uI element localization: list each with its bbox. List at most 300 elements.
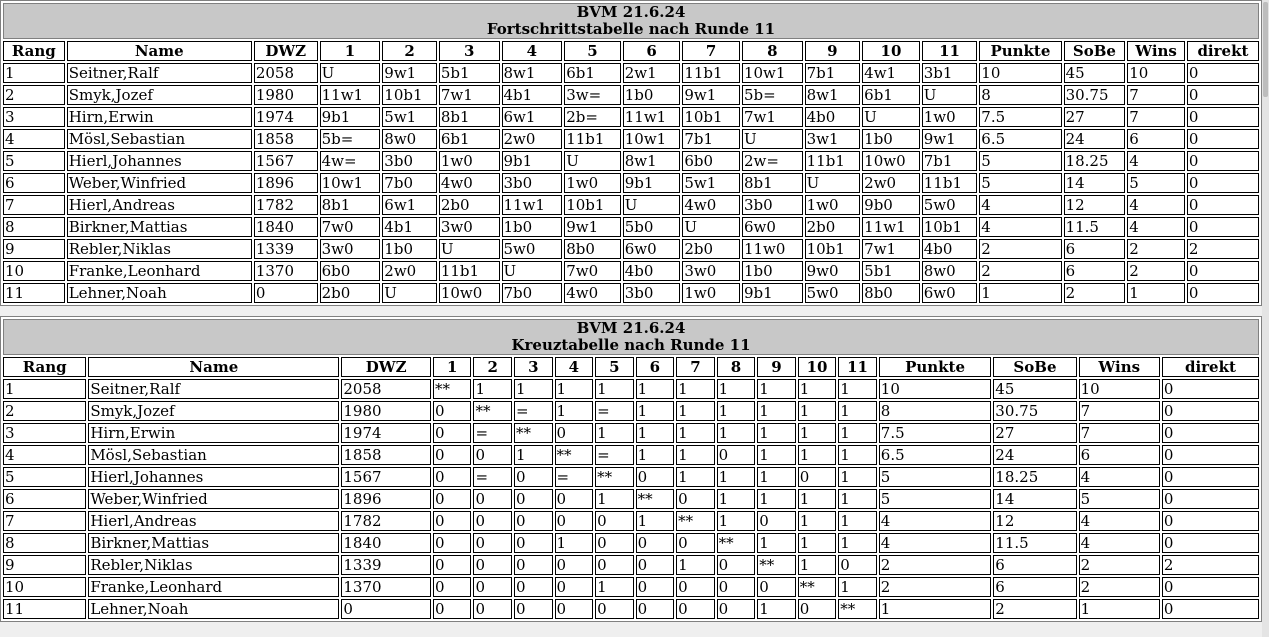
cell-round-7: U <box>682 217 740 237</box>
cross-header-round-4: 4 <box>555 357 594 377</box>
cell-round-5: 1 <box>595 577 634 597</box>
cell-sobe: 30.75 <box>993 401 1076 421</box>
cell-sobe: 14 <box>993 489 1076 509</box>
cell-direkt: 0 <box>1162 423 1259 443</box>
progress-header-round-3: 3 <box>439 41 500 61</box>
cell-round-3: 4w0 <box>439 173 500 193</box>
cell-sobe: 2 <box>993 599 1076 619</box>
cell-sobe: 11.5 <box>1064 217 1126 237</box>
table-row <box>3 511 1259 531</box>
cell-round-6: 5b0 <box>623 217 681 237</box>
table-row <box>3 533 1259 553</box>
cell-punkte: 2 <box>979 239 1061 259</box>
cross-header-round-7: 7 <box>676 357 715 377</box>
cell-round-7: 1 <box>676 555 715 575</box>
cell-round-4: 11w1 <box>502 195 563 215</box>
cell-round-9: U <box>805 173 861 193</box>
cell-round-10: 5b1 <box>862 261 920 281</box>
cell-round-6: ** <box>636 489 675 509</box>
cell-round-1: 0 <box>433 445 472 465</box>
cell-round-1: U <box>320 63 381 83</box>
table-row <box>3 85 1259 105</box>
cell-round-4: 0 <box>555 599 594 619</box>
cell-punkte: 4 <box>979 217 1061 237</box>
cell-round-7: 0 <box>676 489 715 509</box>
cell-round-1: 8b1 <box>320 195 381 215</box>
cell-rang: 1 <box>3 379 86 399</box>
cell-round-7: 5w1 <box>682 173 740 193</box>
cell-sobe: 12 <box>1064 195 1126 215</box>
cell-round-6: 4b0 <box>623 261 681 281</box>
progress-header-row <box>3 41 1259 61</box>
cross-title-line2: Kreuztabelle nach Runde 11 <box>511 336 751 354</box>
cell-round-1: ** <box>433 379 472 399</box>
cell-punkte: 8 <box>879 401 992 421</box>
progress-header-round-8: 8 <box>742 41 803 61</box>
cell-dwz: 1840 <box>341 533 431 553</box>
cell-round-6: 0 <box>636 555 675 575</box>
cell-round-5: 1w0 <box>564 173 621 193</box>
cross-title <box>3 319 1259 355</box>
cell-round-11: 1 <box>838 379 877 399</box>
cell-wins: 2 <box>1079 555 1160 575</box>
cell-round-9: 1 <box>757 445 796 465</box>
cell-round-9: 10b1 <box>805 239 861 259</box>
cross-header-name: Name <box>88 357 339 377</box>
cell-round-8: 0 <box>717 445 756 465</box>
cell-punkte: 5 <box>879 467 992 487</box>
cell-round-6: 3b0 <box>623 283 681 303</box>
cell-direkt: 0 <box>1187 107 1259 127</box>
cell-round-6: 1 <box>636 423 675 443</box>
cell-round-10: 1 <box>798 533 837 553</box>
cell-sobe: 2 <box>1064 283 1126 303</box>
cell-round-4: 1 <box>555 533 594 553</box>
cell-rang: 10 <box>3 577 86 597</box>
cell-name: Smyk,Jozef <box>88 401 339 421</box>
cell-direkt: 0 <box>1187 151 1259 171</box>
cross-header-sobe: SoBe <box>993 357 1076 377</box>
cell-name: Hierl,Andreas <box>88 511 339 531</box>
cell-round-4: 1 <box>555 379 594 399</box>
cross-header-round-3: 3 <box>514 357 553 377</box>
cell-rang: 3 <box>3 423 86 443</box>
cell-rang: 8 <box>3 533 86 553</box>
cell-rang: 6 <box>3 489 86 509</box>
cell-punkte: 1 <box>879 599 992 619</box>
cell-name: Birkner,Mattias <box>67 217 252 237</box>
cell-round-1: 0 <box>433 555 472 575</box>
table-row <box>3 401 1259 421</box>
cell-round-4: 5w0 <box>502 239 563 259</box>
cell-round-7: 0 <box>676 577 715 597</box>
cell-name: Weber,Winfried <box>67 173 252 193</box>
cell-rang: 11 <box>3 599 86 619</box>
cell-round-3: U <box>439 239 500 259</box>
cell-sobe: 18.25 <box>1064 151 1126 171</box>
cell-round-5: 3w= <box>564 85 621 105</box>
cell-sobe: 45 <box>1064 63 1126 83</box>
cell-round-4: 1 <box>555 401 594 421</box>
scrollbar-thumb[interactable] <box>1263 2 1268 97</box>
cell-round-1: 7w0 <box>320 217 381 237</box>
cell-round-1: 11w1 <box>320 85 381 105</box>
cell-sobe: 14 <box>1064 173 1126 193</box>
cell-round-3: 0 <box>514 511 553 531</box>
cell-dwz: 0 <box>341 599 431 619</box>
cell-wins: 1 <box>1079 599 1160 619</box>
cell-round-2: 2w0 <box>382 261 437 281</box>
cell-dwz: 2058 <box>341 379 431 399</box>
cell-punkte: 4 <box>979 195 1061 215</box>
cell-round-1: 10w1 <box>320 173 381 193</box>
cell-round-2: 0 <box>473 599 512 619</box>
cross-header-punkte: Punkte <box>879 357 992 377</box>
cell-rang: 10 <box>3 261 65 281</box>
cross-header-round-5: 5 <box>595 357 634 377</box>
cell-round-7: 1 <box>676 379 715 399</box>
cell-wins: 2 <box>1127 261 1185 281</box>
cell-round-11: 7b1 <box>922 151 978 171</box>
cell-round-4: 0 <box>555 577 594 597</box>
progress-header-round-9: 9 <box>805 41 861 61</box>
cell-round-4: 0 <box>555 423 594 443</box>
cell-round-6: 0 <box>636 599 675 619</box>
cell-name: Mösl,Sebastian <box>67 129 252 149</box>
cell-sobe: 6 <box>1064 261 1126 281</box>
cell-round-3: 0 <box>514 533 553 553</box>
progress-header-rang: Rang <box>3 41 65 61</box>
cell-direkt: 0 <box>1162 599 1259 619</box>
cell-punkte: 2 <box>879 577 992 597</box>
cell-round-10: 1 <box>798 401 837 421</box>
cell-round-9: 9w0 <box>805 261 861 281</box>
progress-header-round-10: 10 <box>862 41 920 61</box>
cell-round-10: 1 <box>798 511 837 531</box>
table-row <box>3 239 1259 259</box>
cell-round-7: 10b1 <box>682 107 740 127</box>
cell-round-2: 1 <box>473 379 512 399</box>
cell-name: Seitner,Ralf <box>88 379 339 399</box>
cell-round-8: U <box>742 129 803 149</box>
table-row <box>3 599 1259 619</box>
cross-header-dwz: DWZ <box>341 357 431 377</box>
cell-round-11: ** <box>838 599 877 619</box>
cell-round-1: 0 <box>433 489 472 509</box>
cell-round-2: 0 <box>473 445 512 465</box>
cell-round-8: 11w0 <box>742 239 803 259</box>
progress-title-line1: BVM 21.6.24 <box>576 3 686 21</box>
cell-round-3: 5b1 <box>439 63 500 83</box>
cell-round-2: 10b1 <box>382 85 437 105</box>
progress-header-round-11: 11 <box>922 41 978 61</box>
cell-sobe: 27 <box>993 423 1076 443</box>
cell-round-3: 7w1 <box>439 85 500 105</box>
cell-round-5: 1 <box>595 379 634 399</box>
cell-wins: 7 <box>1127 107 1185 127</box>
cell-name: Smyk,Jozef <box>67 85 252 105</box>
cell-rang: 3 <box>3 107 65 127</box>
cell-round-10: 7w1 <box>862 239 920 259</box>
table-row <box>3 217 1259 237</box>
cell-round-1: 0 <box>433 467 472 487</box>
cell-direkt: 0 <box>1187 63 1259 83</box>
cell-round-4: 6w1 <box>502 107 563 127</box>
cell-round-7: 1 <box>676 467 715 487</box>
cell-round-1: 4w= <box>320 151 381 171</box>
cross-header-round-9: 9 <box>757 357 796 377</box>
cell-round-3: 10w0 <box>439 283 500 303</box>
cell-punkte: 4 <box>879 511 992 531</box>
cell-round-9: 5w0 <box>805 283 861 303</box>
cross-body <box>3 379 1259 619</box>
cell-sobe: 6 <box>1064 239 1126 259</box>
cell-rang: 8 <box>3 217 65 237</box>
cell-name: Lehner,Noah <box>88 599 339 619</box>
cell-sobe: 18.25 <box>993 467 1076 487</box>
cell-punkte: 7.5 <box>879 423 992 443</box>
cross-header-round-2: 2 <box>473 357 512 377</box>
cell-round-3: 0 <box>514 599 553 619</box>
cell-round-8: 3b0 <box>742 195 803 215</box>
cell-round-5: 0 <box>595 511 634 531</box>
cell-round-7: 7b1 <box>682 129 740 149</box>
cell-direkt: 0 <box>1162 445 1259 465</box>
cell-round-4: 2w0 <box>502 129 563 149</box>
cell-round-8: 1 <box>717 489 756 509</box>
cell-round-5: 0 <box>595 555 634 575</box>
cell-round-9: 1w0 <box>805 195 861 215</box>
cell-sobe: 11.5 <box>993 533 1076 553</box>
cell-round-10: ** <box>798 577 837 597</box>
cell-round-11: 1 <box>838 423 877 443</box>
cell-round-9: 1 <box>757 467 796 487</box>
cell-round-6: 0 <box>636 467 675 487</box>
vertical-scrollbar[interactable] <box>1262 0 1269 637</box>
cell-name: Hierl,Johannes <box>88 467 339 487</box>
cross-header-wins: Wins <box>1079 357 1160 377</box>
cell-direkt: 2 <box>1162 555 1259 575</box>
cell-direkt: 0 <box>1162 533 1259 553</box>
cell-round-5: 8b0 <box>564 239 621 259</box>
cell-round-7: 0 <box>676 599 715 619</box>
cell-rang: 6 <box>3 173 65 193</box>
cell-round-2: 6w1 <box>382 195 437 215</box>
cell-punkte: 5 <box>879 489 992 509</box>
cell-round-8: 10w1 <box>742 63 803 83</box>
cell-round-10: U <box>862 107 920 127</box>
cell-round-4: 7b0 <box>502 283 563 303</box>
cell-round-11: 1 <box>838 511 877 531</box>
cell-dwz: 1567 <box>341 467 431 487</box>
cell-round-2: U <box>382 283 437 303</box>
cell-direkt: 0 <box>1187 283 1259 303</box>
cell-dwz: 1567 <box>254 151 318 171</box>
cell-dwz: 1980 <box>254 85 318 105</box>
cross-header-round-1: 1 <box>433 357 472 377</box>
cell-name: Mösl,Sebastian <box>88 445 339 465</box>
table-row <box>3 63 1259 83</box>
cell-round-1: 9b1 <box>320 107 381 127</box>
cell-round-8: 1 <box>717 423 756 443</box>
cell-round-5: 0 <box>595 533 634 553</box>
cell-dwz: 0 <box>254 283 318 303</box>
cell-round-8: 1 <box>717 511 756 531</box>
cell-rang: 9 <box>3 555 86 575</box>
cell-round-2: 4b1 <box>382 217 437 237</box>
cell-round-3: 1w0 <box>439 151 500 171</box>
cell-wins: 4 <box>1127 195 1185 215</box>
cell-round-9: 1 <box>757 401 796 421</box>
cross-table <box>0 316 1262 622</box>
cross-title-line1: BVM 21.6.24 <box>576 319 686 337</box>
cell-round-6: 8w1 <box>623 151 681 171</box>
cell-round-7: 11b1 <box>682 63 740 83</box>
cell-round-10: 10w0 <box>862 151 920 171</box>
cell-rang: 7 <box>3 195 65 215</box>
cell-dwz: 1782 <box>341 511 431 531</box>
cell-round-11: 0 <box>838 555 877 575</box>
cell-round-3: 8b1 <box>439 107 500 127</box>
cell-name: Seitner,Ralf <box>67 63 252 83</box>
cross-header-rang: Rang <box>3 357 86 377</box>
cell-rang: 5 <box>3 467 86 487</box>
cell-round-7: 0 <box>676 533 715 553</box>
cell-round-7: 1 <box>676 445 715 465</box>
cell-wins: 6 <box>1127 129 1185 149</box>
cell-name: Franke,Leonhard <box>88 577 339 597</box>
cell-round-9: 0 <box>757 511 796 531</box>
cell-punkte: 8 <box>979 85 1061 105</box>
cell-round-9: 11b1 <box>805 151 861 171</box>
cell-dwz: 1974 <box>254 107 318 127</box>
cell-direkt: 0 <box>1162 401 1259 421</box>
cell-round-11: 4b0 <box>922 239 978 259</box>
cell-round-3: 0 <box>514 467 553 487</box>
cell-sobe: 12 <box>993 511 1076 531</box>
cell-round-4: 0 <box>555 511 594 531</box>
cell-round-11: U <box>922 85 978 105</box>
cell-round-10: 9b0 <box>862 195 920 215</box>
cell-punkte: 2 <box>879 555 992 575</box>
cross-header-round-6: 6 <box>636 357 675 377</box>
cell-dwz: 1782 <box>254 195 318 215</box>
cell-punkte: 4 <box>879 533 992 553</box>
progress-header-name: Name <box>67 41 252 61</box>
cell-round-8: 7w1 <box>742 107 803 127</box>
cell-direkt: 0 <box>1162 489 1259 509</box>
cell-punkte: 1 <box>979 283 1061 303</box>
cell-round-3: = <box>514 401 553 421</box>
table-row <box>3 283 1259 303</box>
cell-round-9: 1 <box>757 489 796 509</box>
cell-name: Hierl,Andreas <box>67 195 252 215</box>
progress-header-punkte: Punkte <box>979 41 1061 61</box>
cell-round-8: 9b1 <box>742 283 803 303</box>
cell-wins: 6 <box>1079 445 1160 465</box>
progress-header-round-7: 7 <box>682 41 740 61</box>
progress-header-direkt: direkt <box>1187 41 1259 61</box>
cell-dwz: 1858 <box>254 129 318 149</box>
progress-header-round-5: 5 <box>564 41 621 61</box>
cell-punkte: 6.5 <box>979 129 1061 149</box>
cell-name: Hirn,Erwin <box>67 107 252 127</box>
cell-round-3: 0 <box>514 577 553 597</box>
cell-round-9: ** <box>757 555 796 575</box>
cell-rang: 7 <box>3 511 86 531</box>
cross-header-round-10: 10 <box>798 357 837 377</box>
cell-name: Rebler,Niklas <box>88 555 339 575</box>
cell-round-6: 2w1 <box>623 63 681 83</box>
cell-direkt: 0 <box>1187 261 1259 281</box>
table-row <box>3 467 1259 487</box>
cell-round-1: 0 <box>433 511 472 531</box>
cell-round-1: 0 <box>433 533 472 553</box>
cell-round-8: 0 <box>717 599 756 619</box>
progress-header-round-1: 1 <box>320 41 381 61</box>
cell-round-6: 6w0 <box>623 239 681 259</box>
cell-wins: 1 <box>1127 283 1185 303</box>
cell-dwz: 1339 <box>341 555 431 575</box>
cell-round-10: 1b0 <box>862 129 920 149</box>
cell-round-10: 4w1 <box>862 63 920 83</box>
cell-sobe: 30.75 <box>1064 85 1126 105</box>
cell-round-7: 1 <box>676 423 715 443</box>
cell-round-1: 0 <box>433 423 472 443</box>
cell-round-1: 0 <box>433 599 472 619</box>
cell-round-2: 0 <box>473 555 512 575</box>
cell-round-11: 1 <box>838 467 877 487</box>
cell-round-8: 0 <box>717 577 756 597</box>
cell-round-3: 3w0 <box>439 217 500 237</box>
cell-round-7: 1w0 <box>682 283 740 303</box>
cell-round-6: 1 <box>636 445 675 465</box>
progress-title <box>3 3 1259 39</box>
cell-round-3: 11b1 <box>439 261 500 281</box>
cell-round-6: 1 <box>636 511 675 531</box>
cell-round-5: = <box>595 445 634 465</box>
cell-dwz: 1370 <box>254 261 318 281</box>
cell-rang: 9 <box>3 239 65 259</box>
cell-rang: 11 <box>3 283 65 303</box>
cell-rang: 4 <box>3 445 86 465</box>
cell-round-3: 1 <box>514 379 553 399</box>
cell-wins: 4 <box>1079 533 1160 553</box>
cell-round-1: 0 <box>433 577 472 597</box>
cell-round-5: 10b1 <box>564 195 621 215</box>
cell-round-11: 8w0 <box>922 261 978 281</box>
table-row <box>3 379 1259 399</box>
cell-round-2: ** <box>473 401 512 421</box>
cell-dwz: 1339 <box>254 239 318 259</box>
cell-direkt: 0 <box>1187 217 1259 237</box>
cell-round-7: 9w1 <box>682 85 740 105</box>
cell-round-9: 7b1 <box>805 63 861 83</box>
cell-round-6: 1 <box>636 379 675 399</box>
cell-round-9: 4b0 <box>805 107 861 127</box>
cell-round-2: 1b0 <box>382 239 437 259</box>
cell-round-10: 2w0 <box>862 173 920 193</box>
table-row <box>3 445 1259 465</box>
cell-round-7: 6b0 <box>682 151 740 171</box>
cell-round-7: 1 <box>676 401 715 421</box>
progress-header-round-6: 6 <box>623 41 681 61</box>
cell-punkte: 5 <box>979 151 1061 171</box>
table-row <box>3 261 1259 281</box>
cell-round-3: 0 <box>514 489 553 509</box>
cell-round-2: 0 <box>473 489 512 509</box>
cell-round-11: 9w1 <box>922 129 978 149</box>
